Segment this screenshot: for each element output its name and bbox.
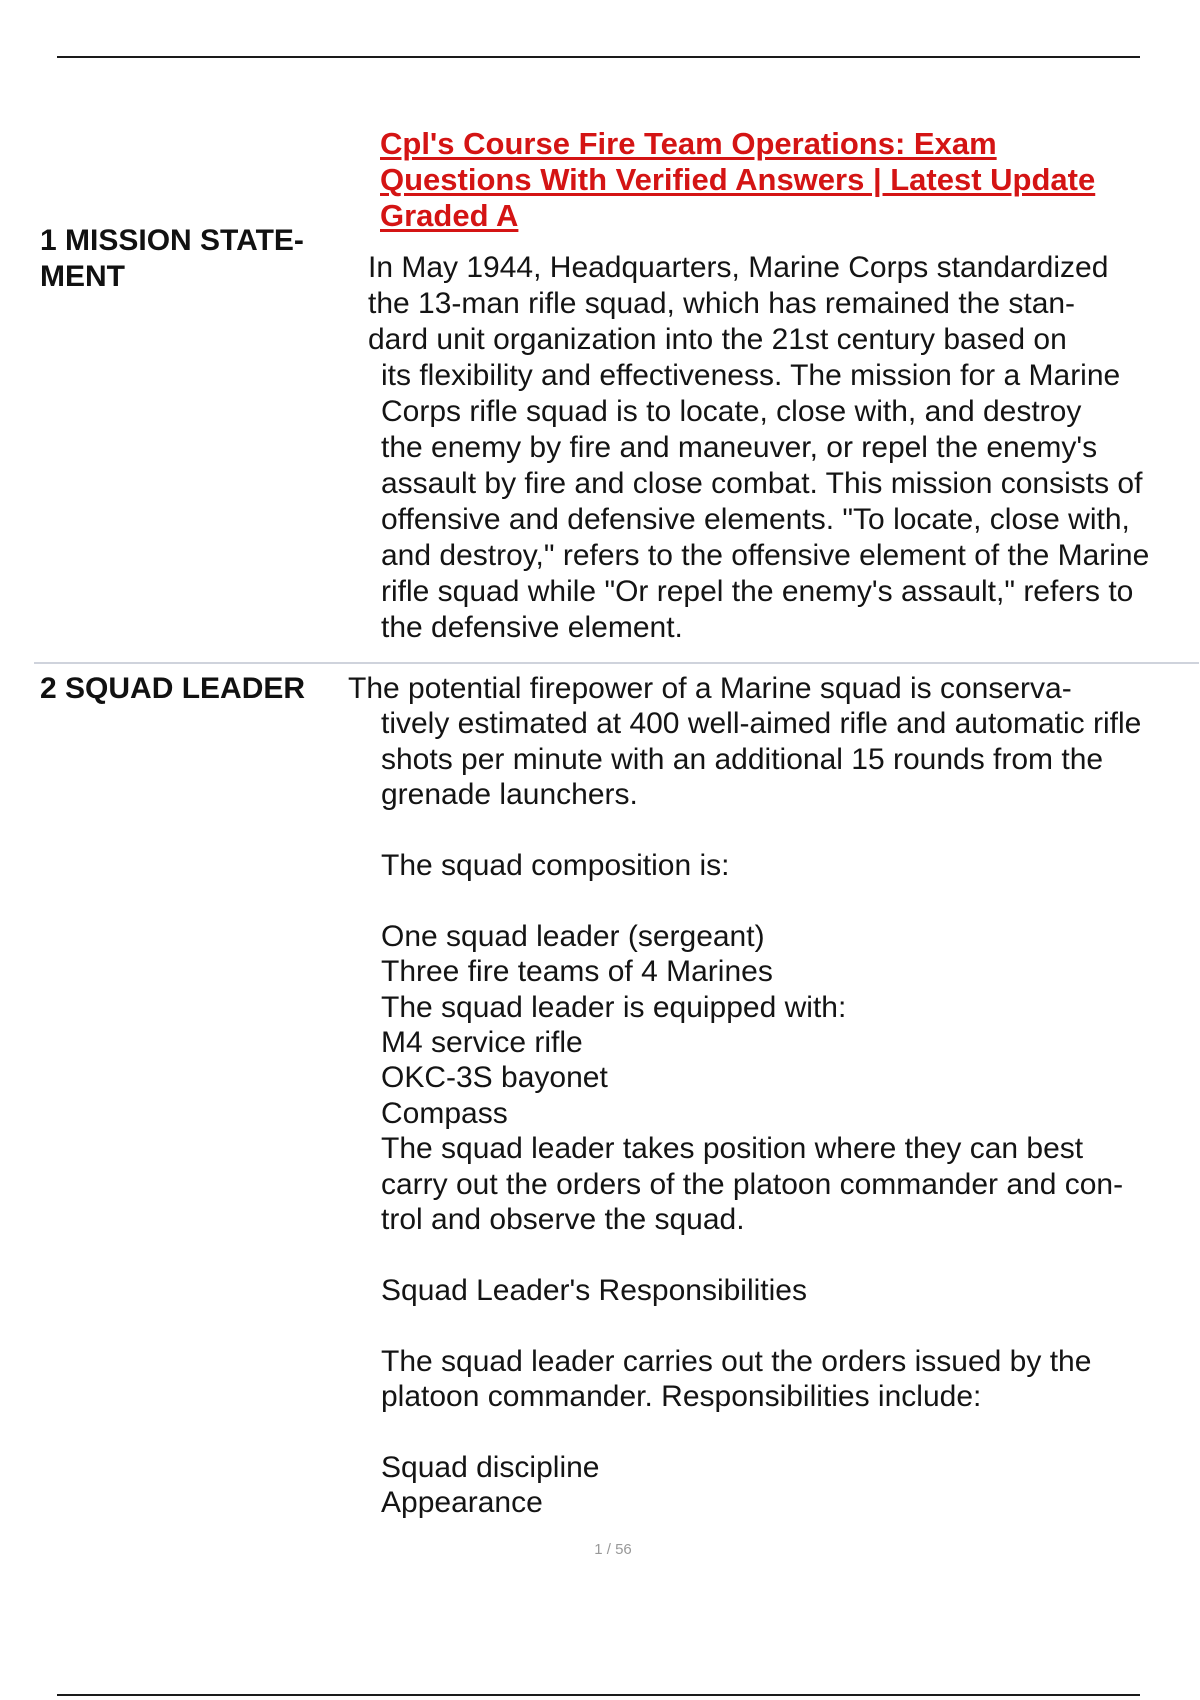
definition-line: The squad leader takes position where they can best (381, 1132, 1084, 1166)
definition-line: rifle squad while "Or repel the enemy's assault," refers to (381, 575, 1134, 608)
definition-line: carry out the orders of the platoon commander and con- (381, 1167, 1124, 1201)
definition-line: The squad leader carries out the orders issued by the (381, 1344, 1092, 1378)
definition-line: Corps rifle squad is to locate, close with, and destroy (381, 395, 1082, 428)
page-bottom-rule (57, 1694, 1140, 1696)
definition-line: tively estimated at 400 well-aimed rifle and automatic rifle (381, 707, 1142, 741)
blank-line (348, 813, 1141, 848)
definition-line: the defensive element. (381, 611, 683, 644)
definition-line: platoon commander. Responsibilities include: (381, 1380, 982, 1414)
definition-line: trol and observe the squad. (381, 1203, 745, 1237)
definition-line: The potential firepower of a Marine squad is conserva- (348, 672, 1072, 705)
title-line: Graded A (380, 198, 519, 233)
entry-definition-squad-leader (348, 671, 1141, 1521)
definition-line: dard unit organization into the 21st century based on (368, 323, 1067, 356)
definition-line: Squad Leader's Responsibilities (381, 1273, 807, 1307)
definition-line: M4 service rifle (381, 1026, 583, 1060)
definition-line: grenade launchers. (381, 778, 638, 812)
definition-line: Squad discipline (381, 1450, 600, 1484)
definition-line: the enemy by fire and maneuver, or repel the enemy's (381, 431, 1098, 464)
page-number: 1 / 56 (594, 1541, 632, 1558)
entry-definition-mission-statement (368, 250, 1149, 646)
blank-line (348, 1308, 1141, 1343)
document-title (380, 126, 1160, 234)
definition-line: Appearance (381, 1486, 543, 1520)
term-line: 2 SQUAD LEADER (40, 672, 306, 705)
blank-line (348, 1237, 1141, 1272)
definition-line: and destroy," refers to the offensive element of the Marine (381, 539, 1150, 572)
title-line: Questions With Verified Answers | Latest Update (380, 162, 1096, 197)
entry-term-squad-leader (40, 671, 305, 707)
term-line: 1 MISSION STATE- (40, 224, 304, 257)
definition-line: In May 1944, Headquarters, Marine Corps standardized (368, 251, 1109, 284)
definition-line: shots per minute with an additional 15 rounds from the (381, 742, 1104, 776)
definition-line: assault by fire and close combat. This mission consists of (381, 467, 1143, 500)
definition-line: the 13-man rifle squad, which has remained the stan- (368, 287, 1076, 320)
blank-line (348, 883, 1141, 918)
entry-term-mission-statement (40, 223, 304, 295)
term-line: MENT (40, 260, 125, 293)
definition-line: offensive and defensive elements. "To locate, close with, (381, 503, 1130, 536)
definition-line: The squad composition is: (381, 849, 730, 883)
definition-line: The squad leader is equipped with: (381, 990, 847, 1024)
title-line: Cpl's Course Fire Team Operations: Exam (380, 126, 997, 161)
definition-line: its flexibility and effectiveness. The mission for a Marine (381, 359, 1121, 392)
blank-line (348, 1414, 1141, 1449)
definition-line: One squad leader (sergeant) (381, 919, 765, 953)
page-top-rule (57, 56, 1140, 58)
entry-divider (34, 662, 1199, 664)
definition-line: Compass (381, 1096, 508, 1130)
definition-line: OKC-3S bayonet (381, 1061, 608, 1095)
definition-line: Three fire teams of 4 Marines (381, 955, 773, 989)
